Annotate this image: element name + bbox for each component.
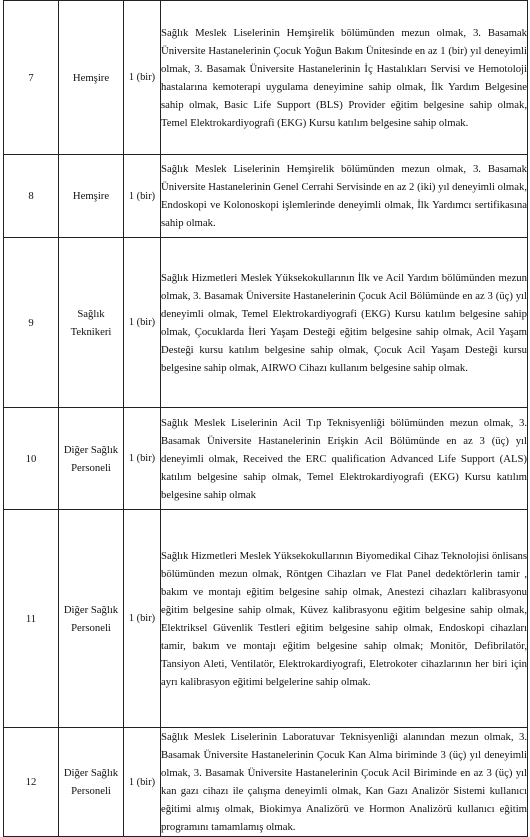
position-cell — [59, 728, 124, 837]
position-cell — [59, 1, 124, 155]
row-number: 8 — [4, 155, 59, 238]
position-cell — [59, 155, 124, 238]
position-cell — [59, 510, 124, 728]
requirements-cell: Sağlık Meslek Liselerinin Laboratuvar Teknisyenliği alanından mezun olmak, 3. Basamak Üniversite Hastanelerinin Çocuk Kan Alma biriminde 3 (üç) yıl deneyimli olmak, 3. Basamak Üniversite Hastanelerinin Çocuk Acil Biriminde en az 3 (üç) yıl kan gazı cihazı ile çalışma deneyimli olmak, Kan Gazı Analizör Sistemi kullanıcı eğitimi almış olmak, Biokimya Analizörü ve Hormon Analizörü kullanıcı eğitim programını tamamlamış olmak. — [161, 728, 528, 837]
table-row — [4, 728, 528, 837]
row-number: 12 — [4, 728, 59, 837]
row-number: 9 — [4, 238, 59, 408]
requirements-cell: Sağlık Meslek Liselerinin Hemşirelik bölümünden mezun olmak, 3. Basamak Üniversite Hastanelerinin Çocuk Yoğun Bakım Ünitesinde en az 1 (bir) yıl deneyimli olmak, 3. Basamak Üniversite Hastanelerinin İç Hastalıkları Servisi ve Hemotoloji hastalarına kemoterapi uygulama deneyimine sahip olmak, İlk Yardım Belgesine sahip olmak, Basic Life Support (BLS) Provider eğitim belgesine sahip olmak, Temel Elektrokardiyografi (EKG) Kursu katılım belgesine sahip olmak. — [161, 1, 528, 155]
requirements-cell: Sağlık Meslek Liselerinin Hemşirelik bölümünden mezun olmak, 3. Basamak Üniversite Hastanelerinin Genel Cerrahi Servisinde en az 2 (iki) yıl deneyimli olmak, Endoskopi ve Kolonoskopi işlemlerinde deneyimli olmak, İlk Yardımcı sertifikasına sahip olmak. — [161, 155, 528, 238]
position-line: Personeli — [71, 621, 111, 634]
position-line: Teknikeri — [70, 325, 112, 338]
requirements-cell: Sağlık Hizmetleri Meslek Yüksekokullarının Biyomedikal Cihaz Teknolojisi önlisans bölümünden mezun olmak, Röntgen Cihazları ve Flat Panel dedektörlerin tamir , bakım ve montajı eğitim belgesine sahip olmak, Anestezi cihazları kalibrasyonu eğitim belgesine sahip olmak, Küvez kalibrasyonu eğitim belgesine sahip olmak, Elektriksel Güvenlik Testleri eğitim belgesine sahip olmak, Endoskopi cihazları tamir, bakım ve montajı eğitim belgesine sahip olmak; Monitör, Defibrilatör, Tansiyon Aleti, Ventilatör, Elektrokardiyografi, Eletrokoter cihazlarının her biri için ayrı kalibrasyon eğitimi belgelerine sahip olmak. — [161, 510, 528, 728]
row-number: 11 — [4, 510, 59, 728]
requirements-cell: Sağlık Hizmetleri Meslek Yüksekokullarının İlk ve Acil Yardım bölümünden mezun olmak, 3. Basamak Üniversite Hastanelerinin Çocuk Acil Bölümünde en az 3 (üç) yıl deneyimli olmak, Temel Elektrokardiyografi (EKG) Kursu katılım belgesine sahip olmak, Çocuklarda İleri Yaşam Desteği eğitim belgesine sahip olmak, Acil Yaşam Desteği kursu katılım belgesine sahip olmak, Çocuk Acil Yaşam Desteği kursu belgesine sahip olmak, AIRWO Cihazı kullanım belgesine sahip olmak. — [161, 238, 528, 408]
position-line: Sağlık — [77, 307, 105, 320]
row-number: 7 — [4, 1, 59, 155]
position-line: Diğer Sağlık — [63, 603, 119, 616]
position-line: Hemşire — [72, 71, 110, 84]
requirements-table — [3, 0, 528, 837]
position-line: Hemşire — [72, 190, 110, 202]
table-row — [4, 155, 528, 238]
position-cell — [59, 238, 124, 408]
position-line: Personeli — [71, 785, 111, 797]
table-row — [4, 238, 528, 408]
table-row — [4, 1, 528, 155]
row-number: 10 — [4, 408, 59, 510]
count-cell: 1 (bir) — [124, 510, 161, 728]
position-line: Diğer Sağlık — [63, 443, 119, 456]
count-cell: 1 (bir) — [124, 1, 161, 155]
position-cell — [59, 408, 124, 510]
table-row — [4, 510, 528, 728]
count-cell: 1 (bir) — [124, 238, 161, 408]
position-line: Personeli — [71, 461, 111, 474]
requirements-cell: Sağlık Meslek Liselerinin Acil Tıp Teknisyenliği bölümünden mezun olmak, 3. Basamak Üniversite Hastanelerinin Erişkin Acil Bölümünde en az 3 (üç) yıl deneyimli olmak, Received the ERC qualification Advanced Life Support (ALS) katılım belgesine sahip olmak, Temel Elektrokardiyografi (EKG) Kursu katılım belgesine sahip olmak — [161, 408, 528, 510]
count-cell: 1 (bir) — [124, 408, 161, 510]
count-cell: 1 (bir) — [124, 155, 161, 238]
table-row — [4, 408, 528, 510]
count-cell: 1 (bir) — [124, 728, 161, 837]
position-line: Diğer Sağlık — [63, 767, 119, 779]
